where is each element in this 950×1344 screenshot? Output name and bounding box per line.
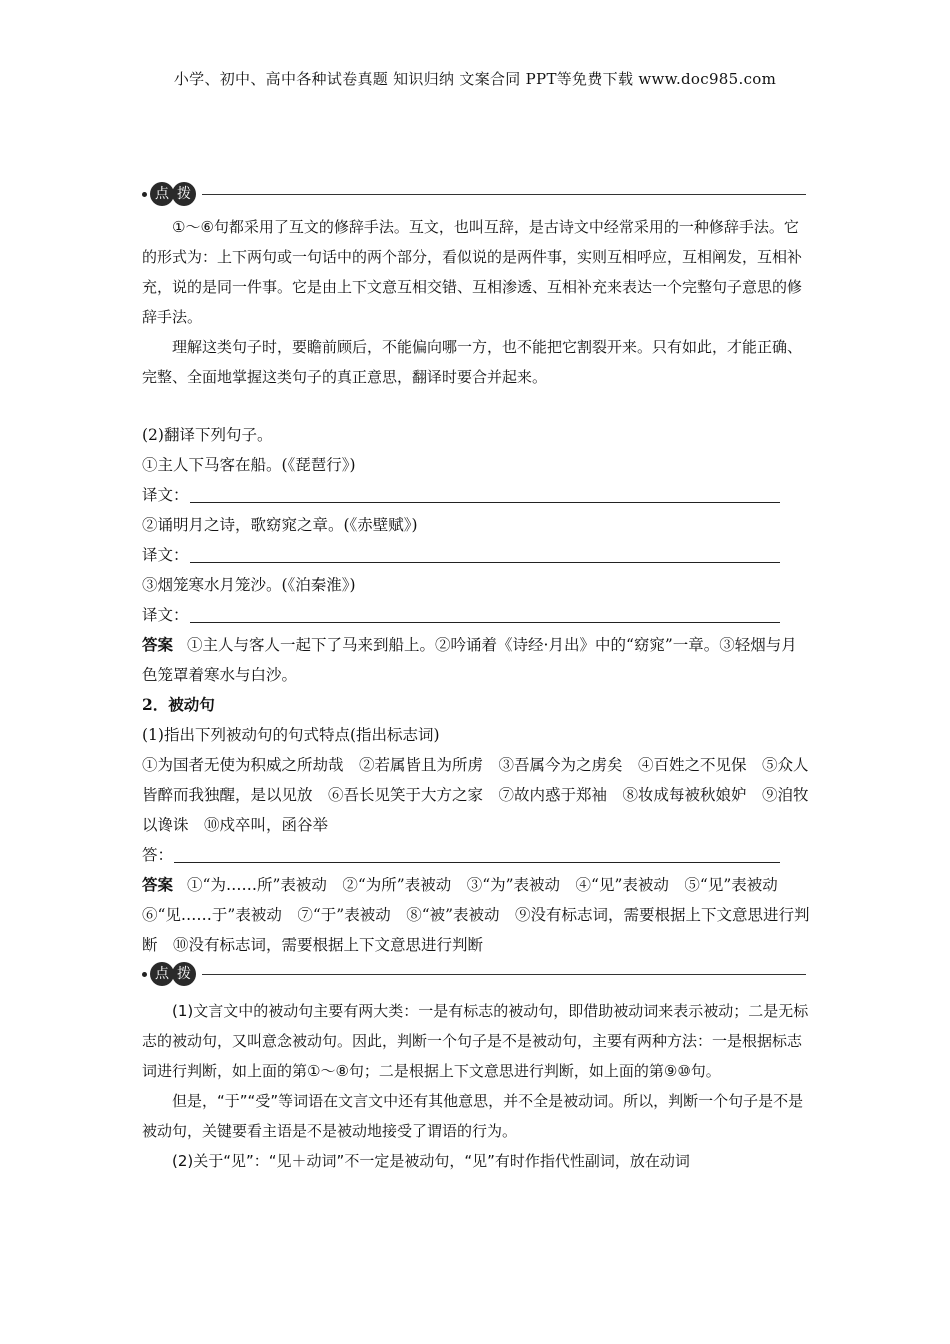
page-header: 小学、初中、高中各种试卷真题 知识归纳 文案合同 PPT等免费下载 www.doc985.com	[173, 70, 777, 88]
bullet-dot-icon	[142, 192, 147, 197]
answer-paragraph	[142, 630, 810, 690]
tip-paragraph: 但是，“于”“受”等词语在文言文中还有其他意思，并不全是被动词。所以，判断一个句子是不是被动句，关键要看主语是不是被动地接受了谓语的行为。	[142, 1092, 804, 1140]
blank-underline	[190, 562, 780, 563]
answer-fill-line	[142, 480, 810, 510]
answer-fill-line	[142, 600, 810, 630]
tip-badge-row	[142, 181, 806, 211]
answer-text: ①主人与客人一起下了马来到船上。②吟诵着《诗经·月出》中的“窈窕”一章。③轻烟与月色笼罩着寒水与白沙。	[142, 636, 797, 684]
fill-label: 译文：	[142, 486, 189, 504]
fill-label: 译文：	[142, 546, 189, 564]
fill-label: 答：	[142, 846, 174, 864]
answer-text: ①“为……所”表被动 ②“为所”表被动 ③“为”表被动 ④“见”表被动 ⑤“见”表被动 ⑥“见……于”表被动 ⑦“于”表被动 ⑧“被”表被动 ⑨没有标志词，需要根据上下文意思进行判断 ⑩没有标志词，需要根据上下文意思进行判断	[142, 876, 810, 954]
answer-fill-line	[142, 540, 810, 570]
tip-badge-char: 点	[150, 182, 174, 206]
fill-label: 译文：	[142, 606, 189, 624]
tip-badge-char: 点	[150, 962, 174, 986]
answer-paragraph	[142, 870, 810, 960]
question-items: ①为国者无使为积威之所劫哉 ②若属皆且为所虏 ③吾属今为之虏矣 ④百姓之不见保 ⑤众人皆醉而我独醒，是以见放 ⑥吾长见笑于大方之家 ⑦故内惑于郑袖 ⑧妆成每被秋娘妒 ⑨洎牧以谗诛 ⑩戍卒叫，函谷举	[142, 756, 809, 834]
tip-paragraph: ①～⑥句都采用了互文的修辞手法。互文，也叫互辞，是古诗文中经常采用的一种修辞手法。它的形式为：上下两句或一句话中的两个部分，看似说的是两件事，实则互相呼应，互相阐发，互相补充，说的是同一件事。它是由上下文意互相交错、互相渗透、互相补充来表达一个完整句子意思的修辞手法。	[142, 218, 803, 326]
question-item: ①主人下马客在船。(《琵琶行》)	[142, 456, 356, 474]
question-item: ②诵明月之诗，歌窈窕之章。(《赤壁赋》)	[142, 516, 418, 534]
answer-fill-line	[142, 840, 810, 870]
tip-paragraph: (2)关于“见”：“见＋动词”不一定是被动句，“见”有时作指代性副词，放在动词	[172, 1152, 690, 1170]
tip-text-block	[142, 996, 810, 1176]
tip-paragraph: (1)文言文中的被动句主要有两大类：一是有标志的被动句，即借助被动词来表示被动；二是无标志的被动句，又叫意念被动句。因此，判断一个句子是不是被动句，主要有两种方法：一是根据标志词进行判断，如上面的第①～⑧句；二是根据上下文意思进行判断，如上面的第⑨⑩句。	[142, 1002, 809, 1080]
bullet-dot-icon	[142, 972, 147, 977]
tip-paragraph: 理解这类句子时，要瞻前顾后，不能偏向哪一方，也不能把它割裂开来。只有如此，才能正确、完整、全面地掌握这类句子的真正意思，翻译时要合并起来。	[142, 338, 803, 386]
divider-line	[202, 974, 806, 975]
section-passive	[142, 690, 810, 960]
question-translate	[142, 420, 810, 690]
blank-underline	[174, 862, 780, 863]
question-title: (2)翻译下列句子。	[142, 426, 273, 444]
blank-underline	[190, 622, 780, 623]
tip-badge-char: 拨	[172, 962, 196, 986]
question-title: (1)指出下列被动句的句式特点(指出标志词)	[142, 726, 440, 744]
answer-label: 答案	[142, 875, 174, 894]
answer-label: 答案	[142, 635, 174, 654]
tip-badge-row	[142, 961, 806, 991]
section-title: 2．被动句	[142, 695, 215, 714]
question-item: ③烟笼寒水月笼沙。(《泊秦淮》)	[142, 576, 356, 594]
tip-text-block	[142, 212, 810, 392]
blank-underline	[190, 502, 780, 503]
divider-line	[202, 194, 806, 195]
tip-badge-char: 拨	[172, 182, 196, 206]
